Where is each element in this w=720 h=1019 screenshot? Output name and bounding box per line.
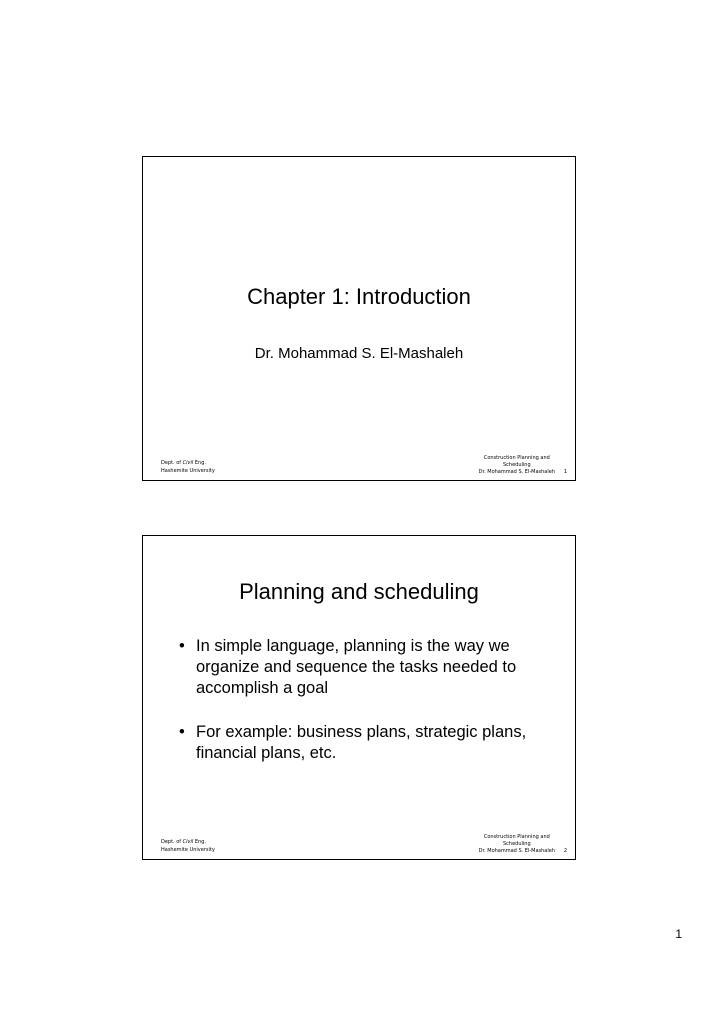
bullet-item bbox=[179, 636, 559, 699]
footer-department bbox=[161, 838, 215, 854]
footer-course-line2: Scheduling bbox=[503, 462, 531, 468]
slide-author: Dr. Mohammad S. El-Mashaleh bbox=[254, 345, 464, 362]
page-number: 1 bbox=[675, 927, 682, 941]
footer-university: Hashemite University bbox=[161, 468, 215, 474]
slide-number: 2 bbox=[563, 848, 567, 854]
bullet-item bbox=[179, 722, 559, 764]
footer-department bbox=[161, 459, 215, 475]
slide-number: 1 bbox=[563, 469, 567, 475]
footer-department-line: Dept. of Civil Eng. bbox=[161, 460, 206, 466]
bullet-text: In simple language, planning is the way we organize and sequence the tasks needed to accomplish a goal bbox=[196, 637, 517, 697]
bullet-list bbox=[179, 636, 559, 787]
bullet-text: For example: business plans, strategic plans, financial plans, etc. bbox=[196, 723, 527, 762]
slide-title: Chapter 1: Introduction bbox=[247, 284, 471, 309]
footer-course-line1: Construction Planning and bbox=[483, 455, 550, 461]
bullet-icon: • bbox=[179, 723, 185, 741]
footer-department-line: Dept. of Civil Eng. bbox=[161, 839, 206, 845]
footer-course-line2: Scheduling bbox=[503, 841, 531, 847]
slide-2 bbox=[142, 535, 576, 860]
footer-university: Hashemite University bbox=[161, 847, 215, 853]
slide-title: Planning and scheduling bbox=[239, 579, 479, 604]
footer-course-author: Dr. Mohammad S. El-Mashaleh bbox=[478, 848, 555, 854]
footer-course bbox=[479, 834, 555, 855]
slide-1 bbox=[142, 156, 576, 481]
bullet-icon: • bbox=[179, 637, 185, 655]
footer-course-line1: Construction Planning and bbox=[483, 834, 550, 840]
footer-course-author: Dr. Mohammad S. El-Mashaleh bbox=[478, 469, 555, 475]
footer-course bbox=[479, 455, 555, 476]
